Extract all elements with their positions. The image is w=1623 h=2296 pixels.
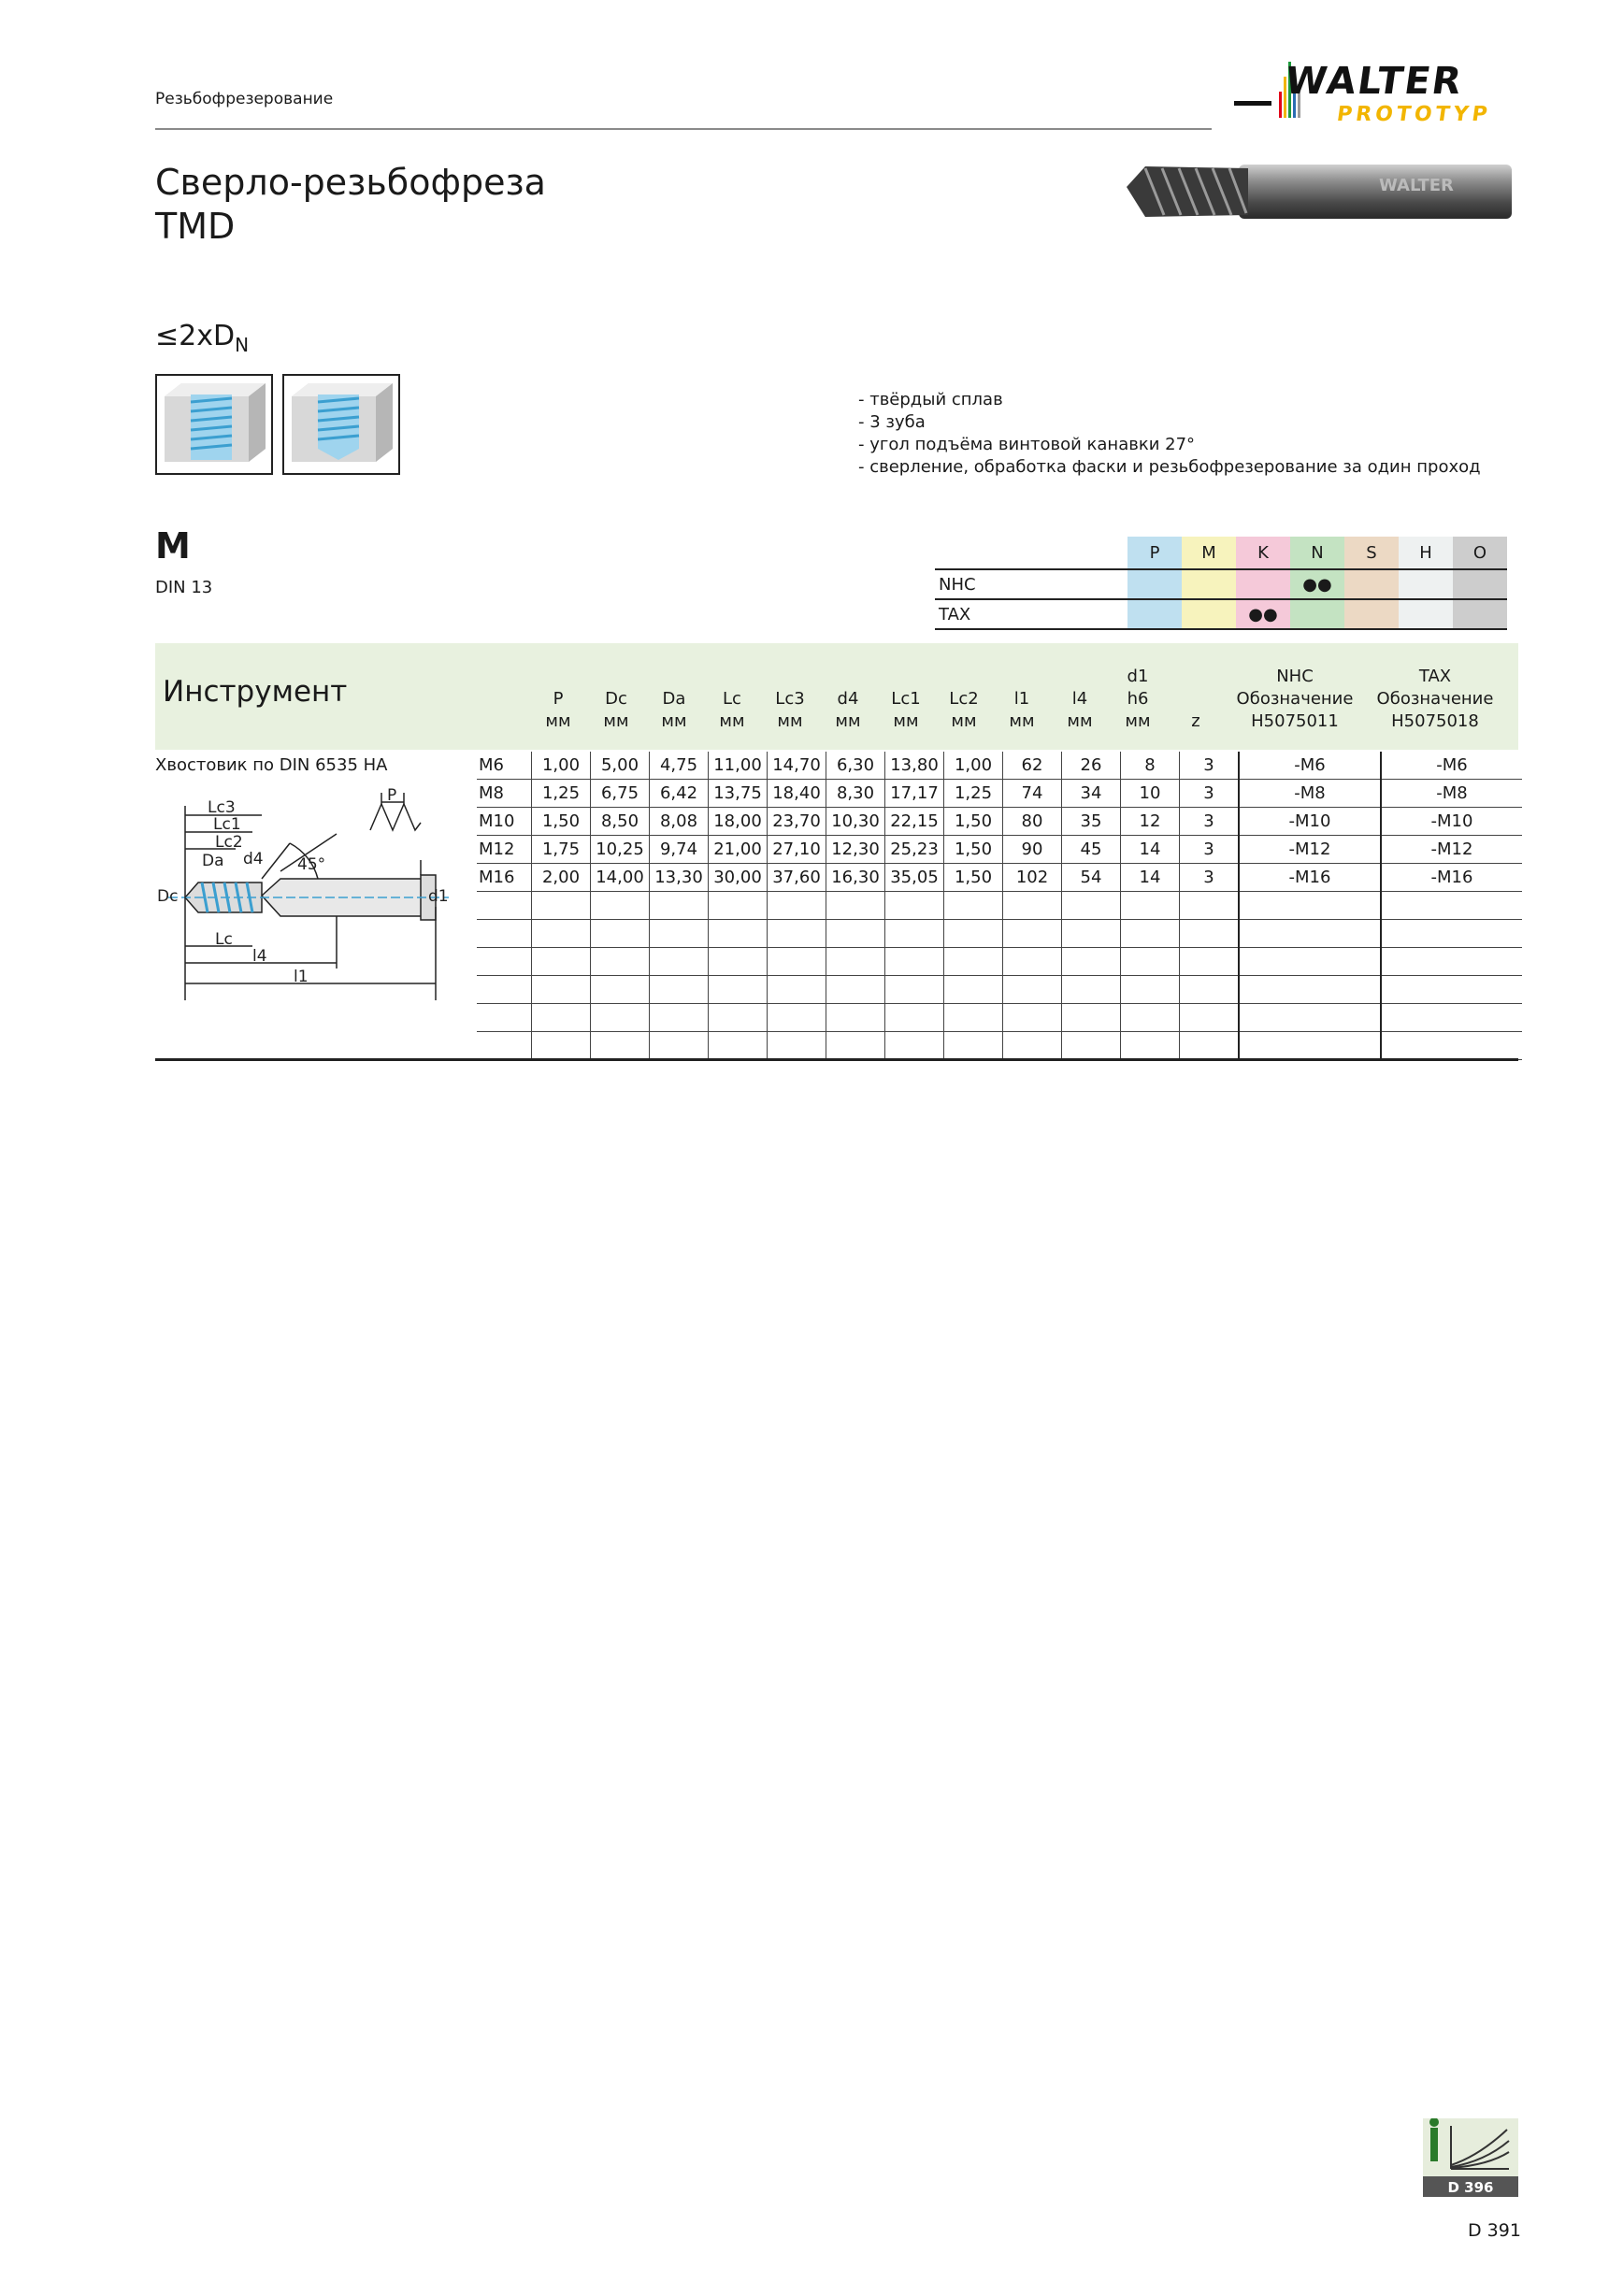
table-cell (1381, 976, 1522, 1004)
material-group-o: O (1453, 537, 1507, 569)
drawing-label: 45° (297, 855, 326, 874)
material-group-p: P (1127, 537, 1182, 569)
table-cell: 1,00 (532, 752, 591, 780)
table-cell: 1,75 (532, 836, 591, 864)
table-cell: 45 (1062, 836, 1121, 864)
table-cell (1003, 1032, 1062, 1060)
section-label: Резьбофрезерование (155, 90, 334, 108)
table-cell (1062, 892, 1121, 920)
table-cell (532, 920, 591, 948)
table-cell: 30,00 (709, 864, 768, 892)
table-cell: 8,30 (826, 780, 885, 808)
svg-text:D 396: D 396 (1447, 2179, 1494, 2196)
thread-size-cell: M8 (477, 780, 532, 808)
table-row (477, 892, 1522, 920)
tool-photo (1127, 159, 1519, 224)
table-row (477, 1004, 1522, 1032)
table-cell (1239, 976, 1381, 1004)
table-cell: -M12 (1239, 836, 1381, 864)
thread-size-cell: M6 (477, 752, 532, 780)
table-cell (1062, 948, 1121, 976)
table-cell (826, 920, 885, 948)
thread-size-cell: M12 (477, 836, 532, 864)
table-cell: 21,00 (709, 836, 768, 864)
table-cell: 1,50 (944, 808, 1003, 836)
column-header: Dc мм (603, 689, 629, 731)
thread-standard: DIN 13 (155, 578, 213, 597)
table-cell (826, 1032, 885, 1060)
table-cell: 11,00 (709, 752, 768, 780)
thread-size-cell (477, 892, 532, 920)
table-cell: 102 (1003, 864, 1062, 892)
drawing-label: l1 (294, 968, 309, 986)
table-cell: -M6 (1239, 752, 1381, 780)
table-cell: 1,50 (532, 808, 591, 836)
feature-item: - 3 зуба (858, 412, 926, 432)
table-cell: 26 (1062, 752, 1121, 780)
table-cell: 14,70 (768, 752, 826, 780)
table-cell: -M16 (1381, 864, 1522, 892)
thread-size-cell (477, 948, 532, 976)
title-line2: TMD (155, 206, 236, 247)
table-cell: 10,25 (591, 836, 650, 864)
table-cell: -M16 (1239, 864, 1381, 892)
table-cell: -M6 (1381, 752, 1522, 780)
drawing-label: P (387, 786, 397, 805)
table-cell: 62 (1003, 752, 1062, 780)
shank-note: Хвостовик по DIN 6535 HA (155, 755, 388, 775)
table-cell (650, 892, 709, 920)
table-cell: 23,70 (768, 808, 826, 836)
table-cell: 4,75 (650, 752, 709, 780)
table-cell: -M10 (1381, 808, 1522, 836)
table-cell (591, 920, 650, 948)
table-cell (591, 1032, 650, 1060)
table-cell (885, 920, 944, 948)
column-header: Lc мм (719, 689, 745, 731)
table-cell (826, 976, 885, 1004)
table-cell (532, 976, 591, 1004)
table-cell: 10 (1121, 780, 1180, 808)
column-header: l4 мм (1067, 689, 1093, 731)
table-cell: 35 (1062, 808, 1121, 836)
table-cell (1381, 920, 1522, 948)
table-cell (885, 948, 944, 976)
table-cell (768, 1032, 826, 1060)
table-cell (1180, 976, 1240, 1004)
table-cell (1121, 948, 1180, 976)
column-header: Lc2 мм (949, 689, 979, 731)
table-cell (650, 976, 709, 1004)
column-header: TAX Обозначение H5075018 (1376, 667, 1494, 731)
table-cell (1180, 1004, 1240, 1032)
table-cell: -M8 (1381, 780, 1522, 808)
table-cell: -M8 (1239, 780, 1381, 808)
drawing-label: d4 (243, 850, 264, 868)
column-header: Lc1 мм (891, 689, 921, 731)
table-cell: 13,80 (885, 752, 944, 780)
table-cell: 6,30 (826, 752, 885, 780)
table-cell (650, 1032, 709, 1060)
material-group-h: H (1399, 537, 1453, 569)
table-cell: 14 (1121, 864, 1180, 892)
table-row (477, 976, 1522, 1004)
page-number: D 391 (1468, 2220, 1521, 2241)
material-group-m: M (1182, 537, 1236, 569)
table-cell (1003, 892, 1062, 920)
thread-size-cell (477, 1004, 532, 1032)
table-cell: 1,25 (944, 780, 1003, 808)
table-row (477, 864, 1522, 892)
table-cell (1062, 1032, 1121, 1060)
table-cell: 34 (1062, 780, 1121, 808)
material-group-s: S (1344, 537, 1399, 569)
table-cell: 8,50 (591, 808, 650, 836)
table-cell (1003, 920, 1062, 948)
walter-logo: WALTER PROTOTYP (1234, 58, 1515, 133)
table-cell: 25,23 (885, 836, 944, 864)
table-cell (885, 1032, 944, 1060)
table-cell: 22,15 (885, 808, 944, 836)
table-cell: 3 (1180, 836, 1240, 864)
column-header: l1 мм (1009, 689, 1035, 731)
grade-tax: TAX (935, 599, 1127, 629)
table-cell (709, 892, 768, 920)
table-cell (1180, 948, 1240, 976)
svg-text:WALTER: WALTER (1379, 176, 1454, 195)
table-cell: 3 (1180, 808, 1240, 836)
table-heading: Инструмент (163, 675, 348, 709)
table-cell (1180, 892, 1240, 920)
table-cell: 16,30 (826, 864, 885, 892)
table-cell (650, 1004, 709, 1032)
table-row (477, 808, 1522, 836)
table-cell: 90 (1003, 836, 1062, 864)
table-cell: 27,10 (768, 836, 826, 864)
table-cell (944, 1004, 1003, 1032)
header-divider (155, 128, 1212, 130)
table-cell (1239, 920, 1381, 948)
table-cell (709, 1032, 768, 1060)
table-cell (1239, 948, 1381, 976)
table-cell (1239, 892, 1381, 920)
table-cell (826, 1004, 885, 1032)
table-bottom-rule (155, 1058, 1518, 1061)
drawing-label: l4 (252, 947, 267, 966)
drawing-label: Da (202, 852, 224, 870)
table-cell (1121, 920, 1180, 948)
table-cell: 1,50 (944, 836, 1003, 864)
table-cell (1003, 1004, 1062, 1032)
table-cell (591, 892, 650, 920)
table-cell (1121, 1032, 1180, 1060)
info-reference-icon (1423, 2118, 1518, 2197)
table-cell (1121, 976, 1180, 1004)
table-cell (532, 892, 591, 920)
table-cell (1121, 1004, 1180, 1032)
table-cell: 14,00 (591, 864, 650, 892)
feature-item: - сверление, обработка фаски и резьбофрезерование за один проход (858, 457, 1481, 477)
table-cell: 18,40 (768, 780, 826, 808)
table-cell (1239, 1004, 1381, 1032)
table-cell (1381, 892, 1522, 920)
table-cell: 17,17 (885, 780, 944, 808)
table-cell (944, 948, 1003, 976)
table-cell (532, 1032, 591, 1060)
column-header: P мм (545, 689, 571, 731)
table-cell: 8 (1121, 752, 1180, 780)
table-cell (768, 920, 826, 948)
table-cell (1381, 1032, 1522, 1060)
table-cell (1381, 1004, 1522, 1032)
table-row (477, 1032, 1522, 1060)
feature-item: - твёрдый сплав (858, 390, 1003, 409)
table-cell: 12 (1121, 808, 1180, 836)
suitability-mark: ●● (1236, 599, 1290, 629)
table-cell: 8,08 (650, 808, 709, 836)
table-cell (1003, 948, 1062, 976)
table-cell: 14 (1121, 836, 1180, 864)
column-header: Lc3 мм (775, 689, 805, 731)
table-cell: -M12 (1381, 836, 1522, 864)
table-cell (1062, 1004, 1121, 1032)
table-cell: 13,30 (650, 864, 709, 892)
thread-size-cell (477, 976, 532, 1004)
grade-nhc: NHC (935, 569, 1127, 599)
table-cell: 1,50 (944, 864, 1003, 892)
table-cell: -M10 (1239, 808, 1381, 836)
table-cell (650, 948, 709, 976)
table-cell (1121, 892, 1180, 920)
table-cell: 1,25 (532, 780, 591, 808)
material-group-n: N (1290, 537, 1344, 569)
column-header: d4 мм (835, 689, 861, 731)
table-cell: 5,00 (591, 752, 650, 780)
depth-label: $\le 2xD_N$ (155, 320, 250, 356)
material-group-k: K (1236, 537, 1290, 569)
thread-size-cell: M10 (477, 808, 532, 836)
table-cell (885, 1004, 944, 1032)
column-header: NHC Обозначение H5075011 (1236, 667, 1354, 731)
table-cell (591, 1004, 650, 1032)
table-cell: 6,42 (650, 780, 709, 808)
table-cell (709, 948, 768, 976)
material-table (935, 537, 1507, 630)
table-cell: 3 (1180, 752, 1240, 780)
table-cell (591, 976, 650, 1004)
table-row (477, 920, 1522, 948)
column-header: Da мм (661, 689, 687, 731)
table-cell (944, 920, 1003, 948)
drawing-label: Lc3 (208, 798, 236, 817)
column-header: z (1191, 711, 1200, 731)
column-header: d1 h6 мм (1125, 667, 1151, 731)
table-cell (826, 948, 885, 976)
title-line1: Сверло-резьбофреза (155, 162, 546, 203)
table-row (477, 752, 1522, 780)
table-cell: 2,00 (532, 864, 591, 892)
table-cell (532, 1004, 591, 1032)
table-cell: 3 (1180, 780, 1240, 808)
table-cell (1062, 976, 1121, 1004)
tool-dimension-drawing (150, 785, 458, 1010)
drawing-label: Lc2 (215, 833, 243, 852)
blind-hole-icon (282, 374, 400, 475)
table-cell: 54 (1062, 864, 1121, 892)
table-cell (885, 976, 944, 1004)
table-cell: 13,75 (709, 780, 768, 808)
table-row (477, 780, 1522, 808)
table-cell: 74 (1003, 780, 1062, 808)
feature-list (858, 389, 1481, 479)
thread-size-cell (477, 920, 532, 948)
drawing-label: Dc (157, 887, 179, 906)
table-cell: 18,00 (709, 808, 768, 836)
table-cell (768, 976, 826, 1004)
table-cell: 35,05 (885, 864, 944, 892)
drawing-label: Lc1 (213, 815, 241, 834)
table-cell (768, 948, 826, 976)
table-cell: 3 (1180, 864, 1240, 892)
table-cell (1062, 920, 1121, 948)
table-cell (650, 920, 709, 948)
feature-item: - угол подъёма винтовой канавки 27° (858, 435, 1196, 454)
drawing-label: d1 (428, 887, 449, 906)
drawing-label: Lc (215, 930, 233, 949)
table-cell (709, 920, 768, 948)
table-cell (1180, 1032, 1240, 1060)
thread-size-cell: M16 (477, 864, 532, 892)
table-cell: 80 (1003, 808, 1062, 836)
table-cell (885, 892, 944, 920)
table-cell: 12,30 (826, 836, 885, 864)
table-cell: 10,30 (826, 808, 885, 836)
table-cell (826, 892, 885, 920)
thread-type: M (155, 525, 191, 567)
dimension-table (477, 752, 1522, 1060)
table-row (477, 836, 1522, 864)
suitability-mark: ●● (1290, 569, 1344, 599)
table-cell (709, 976, 768, 1004)
table-cell (768, 1004, 826, 1032)
table-cell (768, 892, 826, 920)
table-cell (944, 976, 1003, 1004)
table-cell: 9,74 (650, 836, 709, 864)
table-cell (591, 948, 650, 976)
product-title (155, 161, 546, 249)
table-cell (532, 948, 591, 976)
table-row (477, 948, 1522, 976)
table-cell (1003, 976, 1062, 1004)
table-cell (1381, 948, 1522, 976)
table-cell: 37,60 (768, 864, 826, 892)
table-cell (709, 1004, 768, 1032)
table-cell (1180, 920, 1240, 948)
table-cell: 1,00 (944, 752, 1003, 780)
table-cell (944, 892, 1003, 920)
through-hole-icon (155, 374, 273, 475)
thread-size-cell (477, 1032, 532, 1060)
table-cell (944, 1032, 1003, 1060)
table-cell (1239, 1032, 1381, 1060)
table-cell: 6,75 (591, 780, 650, 808)
